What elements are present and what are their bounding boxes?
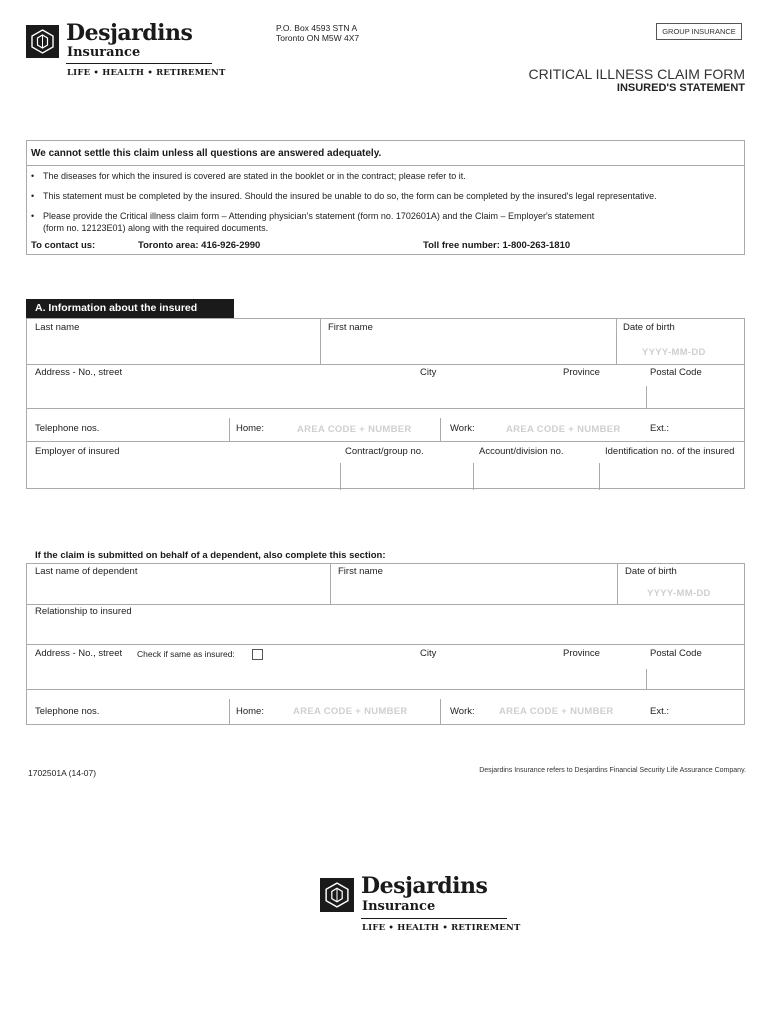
city-label: City [420, 367, 437, 378]
dependent-postal-field[interactable] [647, 662, 744, 688]
account-no-field[interactable] [474, 463, 598, 488]
bullet-text: (form no. 12123E01) along with the required documents. [43, 223, 269, 233]
dependent-work-placeholder: AREA CODE + NUMBER [499, 706, 614, 717]
dependent-first-name-label: First name [338, 566, 383, 577]
logo-divider [361, 918, 507, 919]
dependent-dob-label: Date of birth [625, 566, 677, 577]
bullet-text: This statement must be completed by the insured. Should the insured be unable to do so, the form can be completed by the insured's legal representative. [43, 191, 657, 201]
postal-code-field[interactable] [647, 380, 744, 407]
extension-field[interactable] [676, 414, 744, 440]
dependent-dob-field[interactable] [618, 578, 744, 603]
notice-box [26, 140, 745, 255]
extension-label: Ext.: [650, 423, 670, 434]
dependent-city-label: City [420, 648, 437, 659]
logo-tagline: LIFE • HEALTH • RETIREMENT [362, 923, 521, 933]
logo-brand: Desjardins [66, 20, 193, 46]
province-label: Province [563, 367, 600, 378]
grid-rule [26, 644, 745, 645]
dob-field[interactable] [617, 334, 744, 363]
grid-rule [229, 418, 230, 442]
grid-rule [26, 689, 745, 690]
dependent-dob-placeholder: YYYY-MM-DD [647, 588, 711, 599]
bullet-text: The diseases for which the insured is covered are stated in the booklet or in the contract; please refer to it. [43, 171, 466, 181]
last-name-label: Last name [35, 322, 80, 333]
dependent-home-phone-field[interactable] [270, 696, 438, 723]
work-phone-field[interactable] [480, 414, 640, 440]
section-a-title: A. Information about the insured [26, 299, 234, 318]
dependent-last-name-field[interactable] [27, 578, 329, 603]
notice-divider [27, 165, 744, 166]
grid-rule [26, 364, 745, 365]
address-label: Address - No., street [35, 367, 123, 378]
address-field[interactable] [27, 380, 397, 407]
form-title: CRITICAL ILLNESS CLAIM FORM [528, 66, 745, 82]
account-no-label: Account/division no. [479, 446, 564, 457]
employer-label: Employer of insured [35, 446, 120, 457]
dependent-city-field[interactable] [400, 662, 540, 688]
dependent-ext-label: Ext.: [650, 706, 670, 717]
home-phone-label: Home: [236, 423, 264, 434]
dependent-province-label: Province [563, 648, 600, 659]
dependent-home-placeholder: AREA CODE + NUMBER [293, 706, 408, 717]
employer-field[interactable] [27, 459, 339, 488]
work-phone-placeholder: AREA CODE + NUMBER [506, 424, 621, 435]
work-phone-label: Work: [450, 423, 475, 434]
dependent-work-label: Work: [450, 706, 475, 717]
same-as-insured-checkbox[interactable] [252, 649, 263, 660]
mailing-address-line2: Toronto ON M5W 4X7 [276, 33, 360, 43]
dob-label: Date of birth [623, 322, 675, 333]
city-field[interactable] [400, 380, 540, 407]
footer-note: Desjardins Insurance refers to Desjardins Financial Security Life Assurance Company. [479, 767, 746, 774]
dependent-work-phone-field[interactable] [480, 696, 640, 723]
logo-sub: Insurance [362, 899, 436, 914]
logo-brand: Desjardins [361, 873, 488, 899]
form-code: 1702501A (14-07) [28, 768, 97, 778]
logo-divider [66, 63, 212, 64]
relationship-field[interactable] [27, 618, 744, 643]
desjardins-hexagon-icon [320, 878, 354, 912]
group-insurance-badge: GROUP INSURANCE [656, 23, 742, 40]
contact-toronto: Toronto area: 416-926-2990 [138, 240, 261, 251]
notice-heading: We cannot settle this claim unless all questions are answered adequately. [31, 148, 382, 159]
contact-label: To contact us: [31, 240, 96, 251]
dependent-first-name-field[interactable] [331, 578, 616, 603]
home-phone-field[interactable] [270, 414, 438, 440]
last-name-field[interactable] [27, 334, 319, 363]
id-no-field[interactable] [600, 463, 744, 488]
grid-rule [440, 699, 441, 725]
dependent-last-name-label: Last name of dependent [35, 566, 138, 577]
contact-tollfree: Toll free number: 1-800-263-1810 [423, 240, 571, 251]
dependent-ext-field[interactable] [676, 696, 744, 723]
id-no-label: Identification no. of the insured [605, 446, 735, 457]
postal-code-label: Postal Code [650, 367, 702, 378]
form-subtitle: INSURED'S STATEMENT [616, 82, 745, 94]
dependent-province-field[interactable] [545, 662, 645, 688]
grid-rule [229, 699, 230, 725]
dependent-telephone-label: Telephone nos. [35, 706, 100, 717]
bullet-icon: • [31, 191, 35, 201]
first-name-label: First name [328, 322, 373, 333]
logo-sub: Insurance [67, 45, 141, 60]
relationship-label: Relationship to insured [35, 606, 132, 617]
mailing-address-line1: P.O. Box 4593 STN A [276, 23, 358, 33]
first-name-field[interactable] [321, 334, 615, 363]
grid-rule [26, 408, 745, 409]
contract-no-label: Contract/group no. [345, 446, 424, 457]
desjardins-hexagon-icon [26, 25, 59, 58]
contract-no-field[interactable] [341, 463, 472, 488]
grid-rule [440, 418, 441, 442]
telephone-label: Telephone nos. [35, 423, 100, 434]
dependent-address-field[interactable] [27, 662, 397, 688]
grid-rule [26, 441, 745, 442]
same-as-insured-label: Check if same as insured: [137, 649, 235, 659]
grid-rule [26, 604, 745, 605]
dependent-home-label: Home: [236, 706, 264, 717]
logo-tagline: LIFE • HEALTH • RETIREMENT [67, 68, 226, 78]
province-field[interactable] [545, 380, 645, 407]
dependent-address-label: Address - No., street [35, 648, 123, 659]
dob-placeholder: YYYY-MM-DD [642, 347, 706, 358]
home-phone-placeholder: AREA CODE + NUMBER [297, 424, 412, 435]
bullet-icon: • [31, 211, 35, 221]
dependent-postal-label: Postal Code [650, 648, 702, 659]
bullet-text: Please provide the Critical illness claim form – Attending physician's statement (form no. 1702601A) and the Claim – Employer's statement [43, 211, 595, 221]
dependent-heading: If the claim is submitted on behalf of a dependent, also complete this section: [35, 550, 386, 561]
bullet-icon: • [31, 171, 35, 181]
